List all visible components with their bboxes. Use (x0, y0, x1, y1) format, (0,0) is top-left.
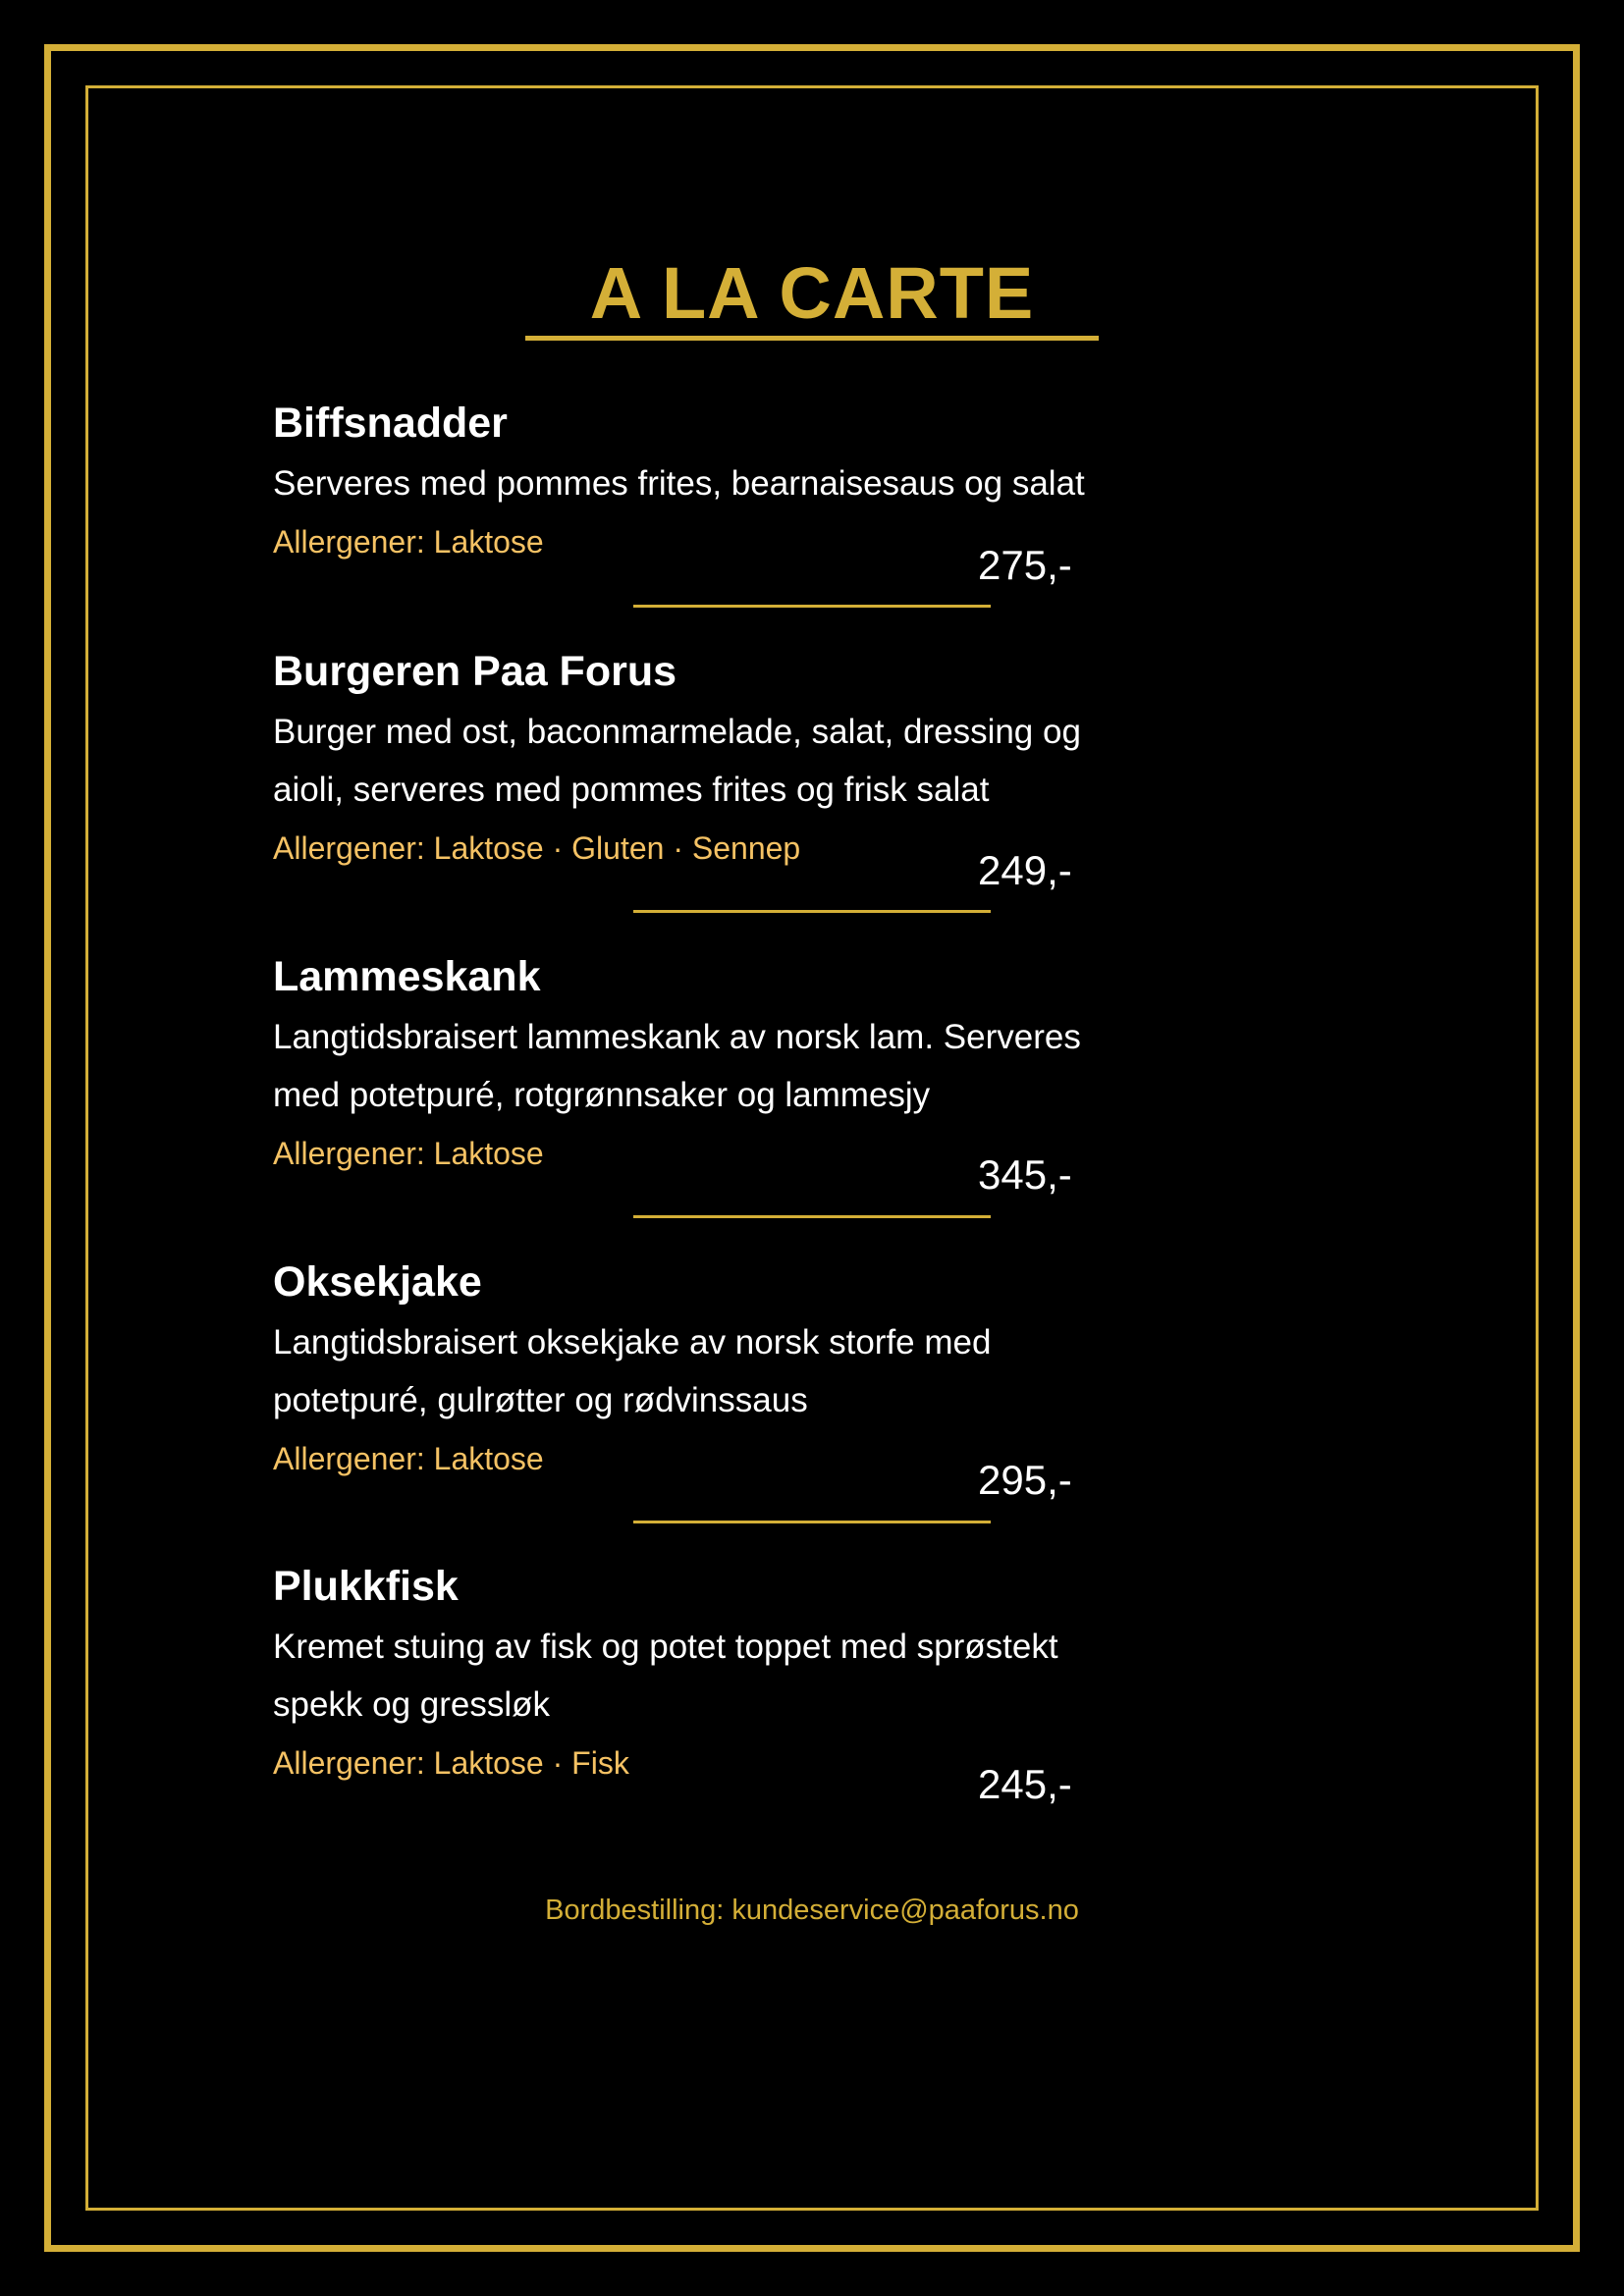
item-price: 245,- (978, 1761, 1072, 1807)
item-description: Kremet stuing av fisk og potet toppet med sprøstekt spekk og gressløk (273, 1628, 1058, 1724)
reservation-contact: Bordbestilling: kundeservice@paaforus.no (545, 1895, 1079, 1926)
item-name: Lammeskank (273, 953, 541, 1000)
menu-item-biffsnadder (273, 396, 1373, 569)
item-allergens: Allergener: Laktose (273, 1441, 544, 1476)
item-price: 295,- (978, 1457, 1072, 1503)
title-underline (525, 336, 1099, 341)
item-allergens: Allergener: Laktose (273, 1136, 544, 1171)
item-description: Langtidsbraisert oksekjake av norsk storfe med potetpuré, gulrøtter og rødvinssaus (273, 1323, 992, 1419)
item-divider (633, 1521, 991, 1523)
item-price: 345,- (978, 1151, 1072, 1198)
item-divider (633, 605, 991, 608)
item-price: 275,- (978, 542, 1072, 588)
item-name: Oksekjake (273, 1258, 482, 1306)
item-name: Biffsnadder (273, 400, 508, 447)
menu-item-oksekjake (273, 1255, 1373, 1486)
item-divider (633, 1215, 991, 1218)
item-description: Burger med ost, baconmarmelade, salat, dressing og aioli, serveres med pommes frites og frisk salat (273, 713, 1081, 809)
menu-item-burgeren-paa-forus (273, 644, 1373, 876)
menu-item-lammeskank (273, 949, 1373, 1181)
item-name: Plukkfisk (273, 1563, 459, 1610)
item-allergens: Allergener: Laktose · Gluten · Sennep (273, 830, 801, 866)
item-description: Langtidsbraisert lammeskank av norsk lam. Serveres med potetpuré, rotgrønnsaker og lammesjy (273, 1018, 1081, 1114)
item-description: Serveres med pommes frites, bearnaisesaus og salat (273, 464, 1085, 503)
item-allergens: Allergener: Laktose (273, 524, 544, 560)
item-divider (633, 910, 991, 913)
item-price: 249,- (978, 847, 1072, 893)
menu-item-plukkfisk (273, 1559, 1373, 1790)
menu-title: A LA CARTE (589, 252, 1035, 334)
item-name: Burgeren Paa Forus (273, 648, 677, 695)
item-allergens: Allergener: Laktose · Fisk (273, 1745, 629, 1781)
